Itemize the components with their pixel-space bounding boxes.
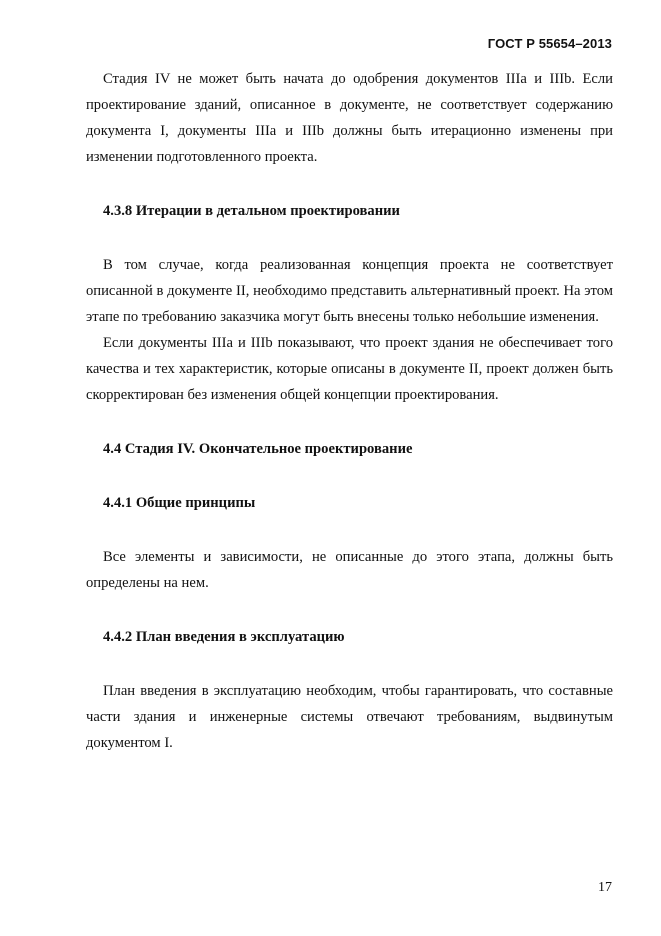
section-heading-4-4-1: 4.4.1 Общие принципы xyxy=(103,495,256,511)
section-heading-4-4: 4.4 Стадия IV. Окончательное проектирование xyxy=(103,441,413,457)
page-number: 17 xyxy=(598,880,612,895)
page-content xyxy=(86,66,613,756)
paragraph-commissioning-plan: План введения в эксплуатацию необходим, чтобы гарантировать, что составные части здания и инженерные системы отвечают требованиям, выдвинутым документом I. xyxy=(86,683,613,751)
document-code-header: ГОСТ Р 55654–2013 xyxy=(487,36,612,51)
paragraph-general-principles: Все элементы и зависимости, не описанные до этого этапа, должны быть определены на нем. xyxy=(86,549,613,591)
paragraph-stage-iv-start: Стадия IV не может быть начата до одобрения документов IIIа и IIIb. Если проектирование зданий, описанное в документе, не соответствует содержанию документа I, документы IIIа и IIIb должны быть итерационно изменены при изменении подготовленного проекта. xyxy=(86,71,613,165)
section-heading-4-3-8: 4.3.8 Итерации в детальном проектировании xyxy=(103,203,400,219)
paragraph-alternative-project: В том случае, когда реализованная концепция проекта не соответствует описанной в документе II, необходимо представить альтернативный проект. На этом этапе по требованию заказчика могут быть внесены только небольшие изменения. xyxy=(86,257,613,325)
section-heading-4-4-2: 4.4.2 План введения в эксплуатацию xyxy=(103,629,345,645)
paragraph-project-correction: Если документы IIIа и IIIb показывают, что проект здания не обеспечивает того качества и тех характеристик, которые описаны в документе II, проект должен быть скорректирован без изменения общей концепции проектирования. xyxy=(86,335,613,403)
